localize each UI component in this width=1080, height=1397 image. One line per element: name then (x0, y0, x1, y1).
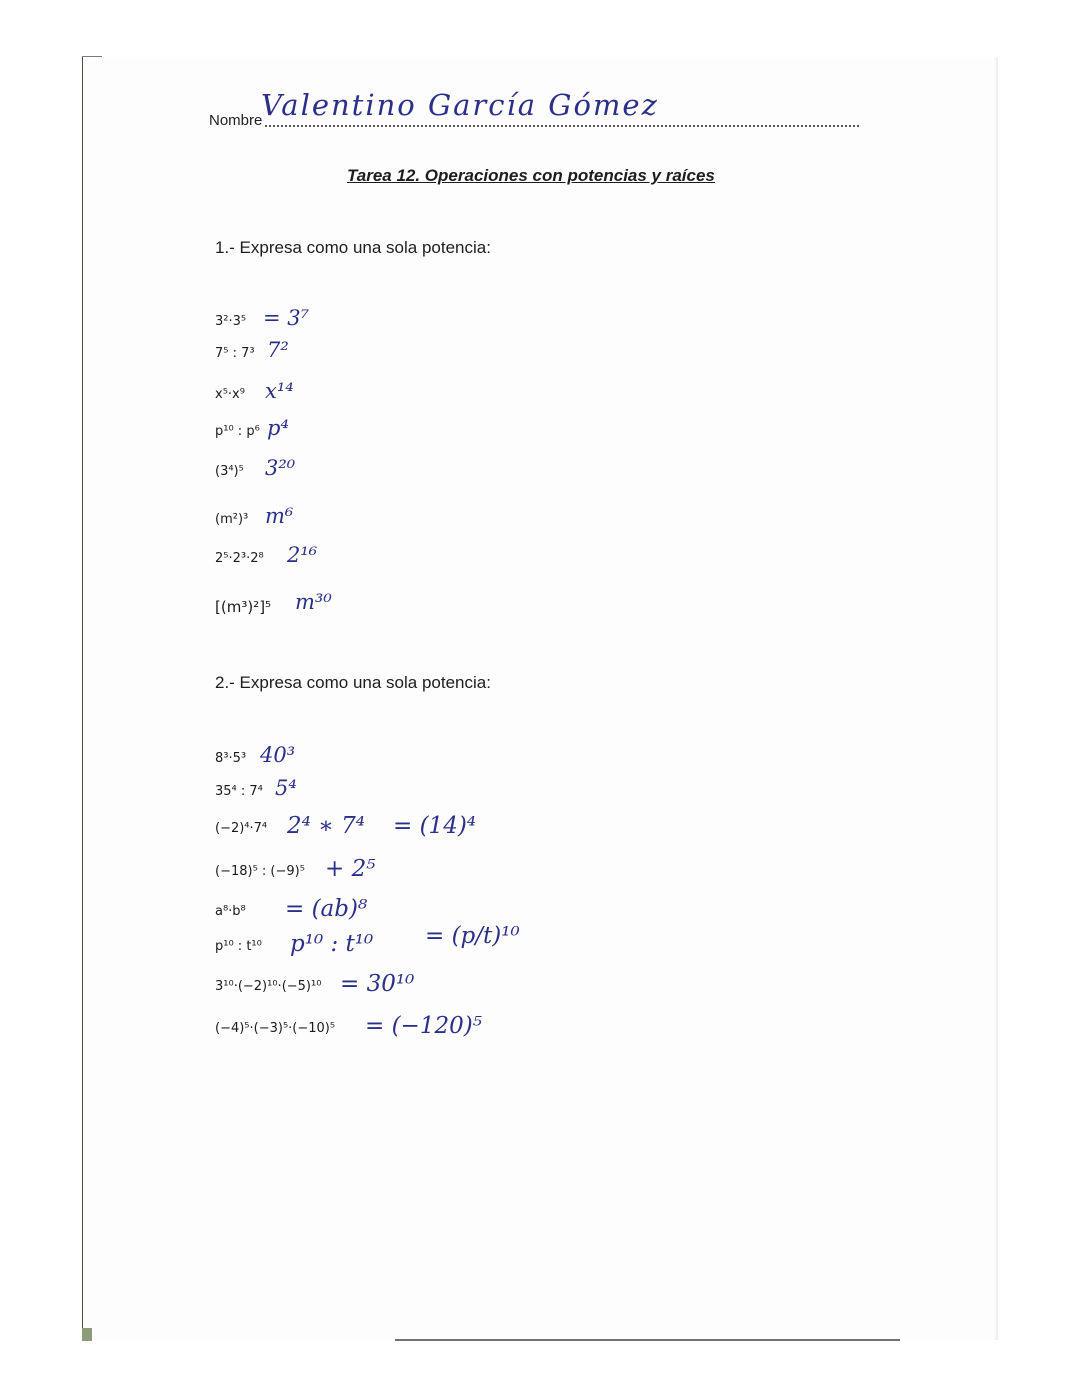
name-label: Nombre (209, 112, 263, 129)
exercise-1-1 (215, 308, 815, 340)
handwritten-answer: = (ab)⁸ (285, 896, 368, 922)
exercise-expression: 7⁵ : 7³ (215, 346, 255, 361)
exercise-expression: p¹⁰ : t¹⁰ (215, 939, 262, 954)
exercise-2-6 (215, 923, 815, 965)
handwritten-answer: = (−120)⁵ (365, 1013, 482, 1039)
exercise-expression: (−18)⁵ : (−9)⁵ (215, 864, 305, 879)
handwritten-result: = (14)⁴ (393, 813, 477, 839)
exercise-expression: (m²)³ (215, 512, 249, 527)
exercise-expression: 2⁵·2³·2⁸ (215, 551, 264, 566)
name-field (209, 88, 859, 130)
handwritten-answer: = 30¹⁰ (340, 971, 415, 997)
exercise-1-4 (215, 418, 815, 450)
exercise-1-5 (215, 458, 815, 490)
handwritten-answer: m³⁰ (295, 590, 332, 614)
exercise-2-8 (215, 1015, 815, 1047)
exercise-expression: x⁵·x⁹ (215, 387, 245, 402)
exercise-1-6 (215, 506, 815, 538)
handwritten-answer: p¹⁰ : t¹⁰ (290, 931, 374, 957)
exercise-2-2 (215, 778, 815, 810)
handwritten-answer: 2¹⁶ (287, 543, 318, 567)
exercise-2-3 (215, 815, 815, 847)
handwritten-answer: 40³ (260, 743, 296, 767)
handwritten-answer: 2⁴ ∗ 7⁴ (287, 813, 365, 839)
exercise-expression: [(m³)²]⁵ (215, 598, 272, 616)
assignment-title: Tarea 12. Operaciones con potencias y raíces (347, 166, 715, 185)
exercise-expression: 35⁴ : 7⁴ (215, 784, 263, 799)
exercise-1-8 (215, 592, 815, 624)
handwritten-result: = (p/t)¹⁰ (425, 923, 520, 949)
handwritten-answer: 5⁴ (275, 776, 297, 800)
scan-bottom-edge (395, 1339, 900, 1341)
name-dotted-line (265, 125, 859, 127)
exercise-expression: (−2)⁴·7⁴ (215, 821, 268, 836)
section-1-heading: 1.- Expresa como una sola potencia: (215, 238, 491, 257)
handwritten-answer: m⁶ (265, 504, 294, 528)
handwritten-answer: + 2⁵ (325, 856, 376, 882)
section-2-heading: 2.- Expresa como una sola potencia: (215, 673, 491, 692)
exercise-expression: (3⁴)⁵ (215, 464, 244, 479)
exercise-expression: a⁸·b⁸ (215, 904, 246, 919)
scan-corner-tab (82, 1328, 92, 1341)
handwritten-answer: x¹⁴ (265, 379, 294, 403)
handwritten-answer: 3²⁰ (265, 456, 296, 480)
exercise-1-3 (215, 381, 815, 413)
exercise-2-1 (215, 745, 815, 777)
exercise-expression: 8³·5³ (215, 751, 247, 766)
student-name: Valentino García Gómez (261, 88, 659, 122)
handwritten-answer: 7² (267, 338, 289, 362)
exercise-2-7 (215, 973, 815, 1005)
exercise-expression: (−4)⁵·(−3)⁵·(−10)⁵ (215, 1021, 336, 1036)
exercise-1-2 (215, 340, 815, 372)
exercise-expression: p¹⁰ : p⁶ (215, 424, 260, 439)
exercise-2-4 (215, 858, 815, 890)
exercise-expression: 3²·3⁵ (215, 314, 247, 329)
handwritten-answer: p⁴ (267, 416, 289, 440)
handwritten-answer: = 3⁷ (263, 306, 310, 330)
exercise-expression: 3¹⁰·(−2)¹⁰·(−5)¹⁰ (215, 979, 322, 994)
exercise-1-7 (215, 545, 815, 577)
